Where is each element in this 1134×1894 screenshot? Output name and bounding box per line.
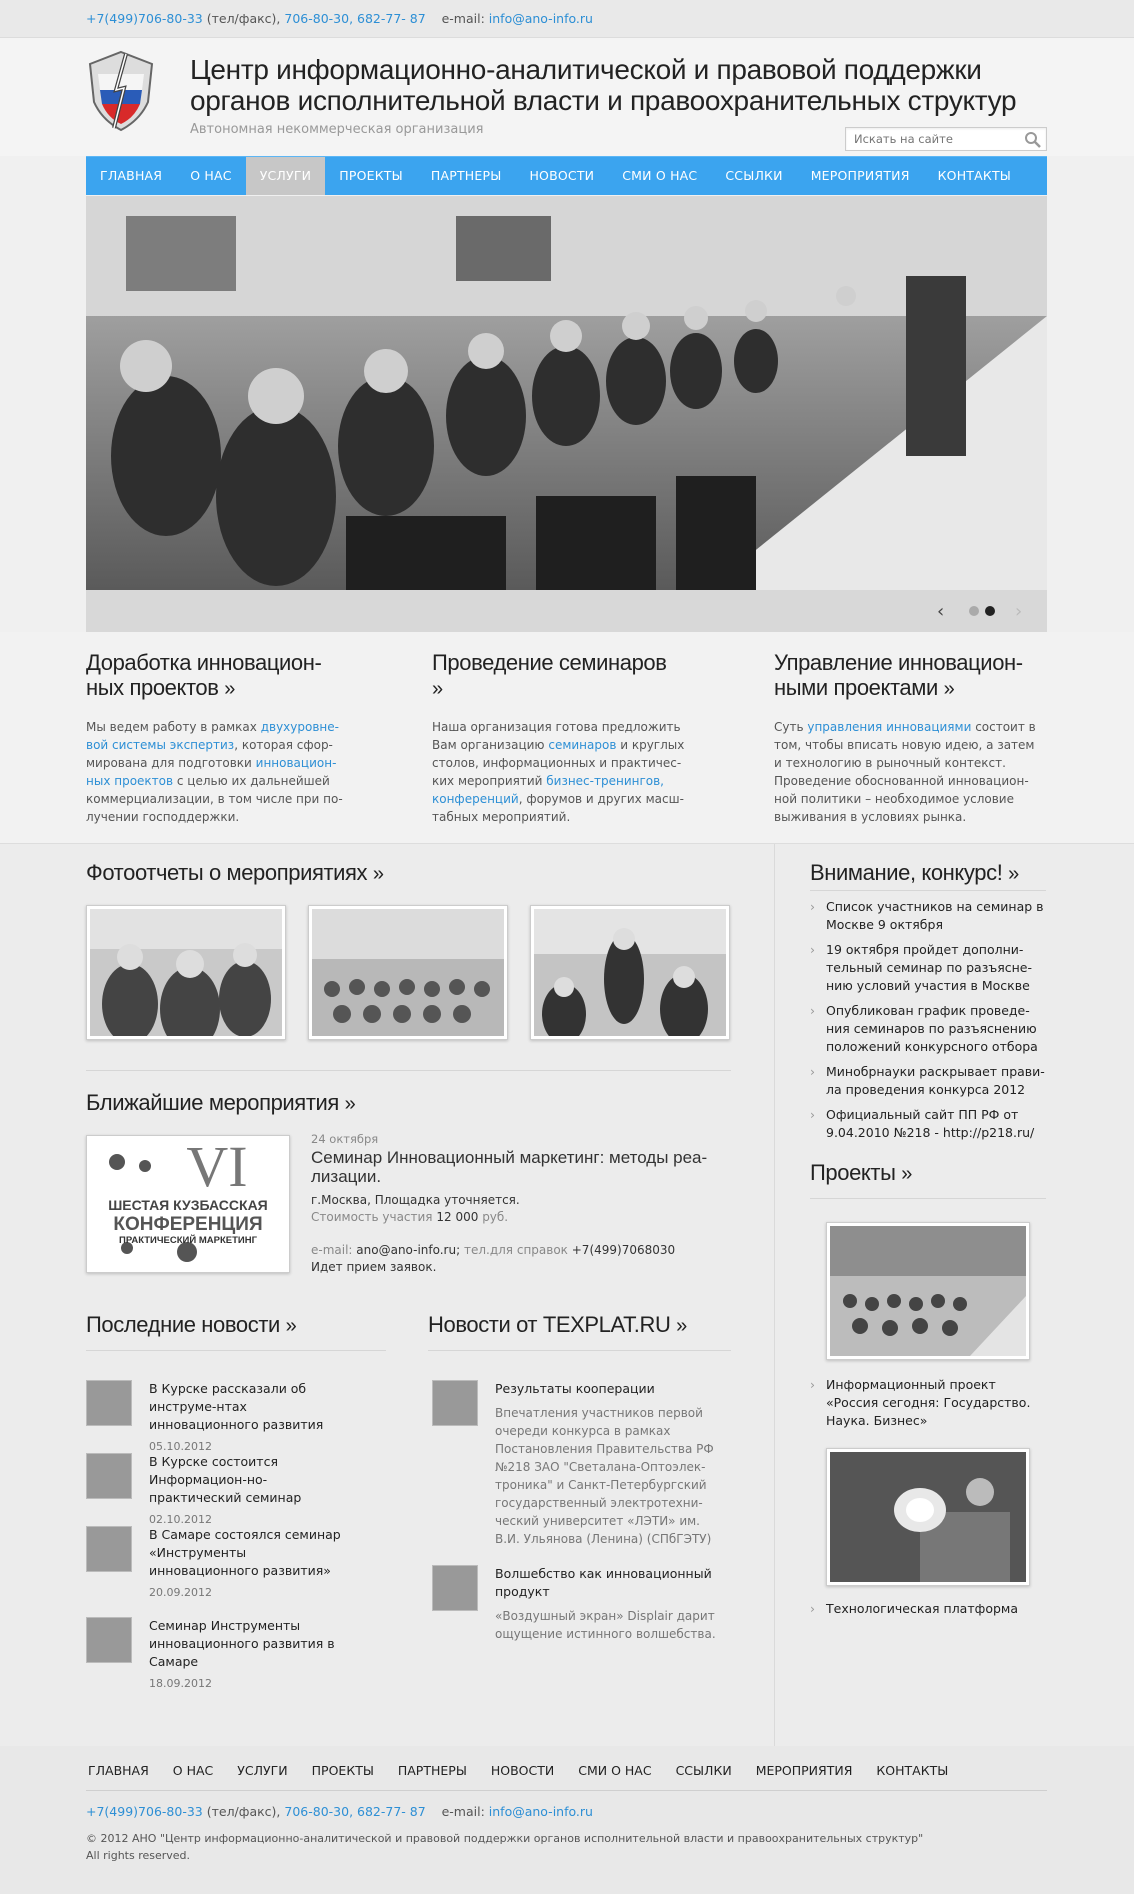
contest-title[interactable] (810, 860, 1019, 886)
section-divider (810, 890, 1046, 891)
photo-report-thumb[interactable] (530, 905, 730, 1040)
rights-text: All rights reserved. (86, 1849, 191, 1862)
innovation-projects-link[interactable]: инновацион-ных проектов (86, 756, 337, 788)
feature-text (86, 718, 356, 826)
footer-nav-projects[interactable]: ПРОЕКТЫ (311, 1763, 374, 1778)
section-divider (428, 1350, 731, 1351)
texplat-news-title[interactable] (428, 1312, 687, 1338)
feature-title[interactable] (774, 650, 1044, 702)
event-note: Идет прием заявок. (311, 1260, 437, 1274)
contest-list (810, 898, 1046, 1149)
hero-slide-image[interactable] (86, 196, 1047, 590)
section-divider (86, 1350, 386, 1351)
raquo-icon: » (432, 678, 443, 700)
raquo-icon: » (901, 1163, 912, 1185)
event-email-label: e-mail: (311, 1243, 353, 1257)
footer-nav-home[interactable]: ГЛАВНАЯ (88, 1763, 149, 1778)
section-title-text: Последние новости (86, 1312, 280, 1337)
footer-phone-link[interactable]: +7(499)706-80-33 (86, 1804, 203, 1819)
phone-note: (тел/факс), (206, 11, 281, 26)
main-nav (86, 156, 1047, 195)
search-box (845, 127, 1047, 151)
section-title-text: Ближайшие мероприятия (86, 1090, 339, 1115)
contest-item[interactable]: › 19 октября пройдет дополни-тельный семинар по разъясне-нию условий участия в Москве (810, 941, 1046, 995)
raquo-icon: » (676, 1315, 687, 1337)
section-title-text: Проекты (810, 1160, 896, 1185)
footer-nav-contacts[interactable]: КОНТАКТЫ (876, 1763, 949, 1778)
feature-text (432, 718, 702, 826)
news-date: 20.09.2012 (149, 1586, 212, 1599)
event-contacts (311, 1242, 731, 1259)
news-date: 05.10.2012 (149, 1440, 212, 1453)
news-description: Впечатления участников первой очереди конкурса в рамках Постановления Правительства РФ №218 ЗАО "Светалана-Оптоэлек-троника" и Санкт-Петербургский государственный электротехни-ческий университет «ЛЭТИ» им. В.И. Ульянова (Ленина) (СПбГЭТУ) (495, 1406, 714, 1546)
latest-news-title[interactable] (86, 1312, 296, 1338)
news-date: 02.10.2012 (149, 1513, 212, 1526)
section-divider (86, 1070, 731, 1071)
copyright-text: © 2012 АНО "Центр информационно-аналитической и правовой поддержки органов исполнительной власти и правоохранительных структур" (86, 1832, 924, 1845)
contest-item[interactable]: › Минобрнауки раскрывает прави-ла проведения конкурса 2012 (810, 1063, 1046, 1099)
section-title-text: Внимание, конкурс! (810, 860, 1003, 885)
photo-reports-title[interactable] (86, 860, 384, 886)
news-title[interactable]: В Курске состоится Информацион-но-практический семинар (149, 1454, 302, 1505)
expertise-link[interactable]: двухуровне-вой системы экспертиз (86, 720, 339, 752)
footer-divider (86, 1790, 1047, 1791)
slider-dot-2[interactable] (985, 606, 995, 616)
poster-line1: ШЕСТАЯ КУЗБАССКАЯ (108, 1197, 268, 1213)
raquo-icon: » (285, 1315, 297, 1337)
nav-item-news[interactable]: НОВОСТИ (529, 168, 595, 183)
phone-secondary-link[interactable]: 706-80-30, 682-77- 87 (284, 11, 426, 26)
nav-item-about[interactable]: О НАС (190, 168, 232, 183)
event-place: г.Москва, Площадка уточняется. (311, 1193, 520, 1207)
text-part: , форумов и других масш-табных мероприятий. (432, 792, 684, 824)
text-part: Суть (774, 720, 808, 734)
text-part: Наша организация готова предложить Вам организацию (432, 720, 681, 752)
feature-seminars (432, 650, 702, 826)
section-title-text: Фотоотчеты о мероприятиях (86, 860, 368, 885)
footer-nav (88, 1763, 972, 1778)
photo-report-thumb[interactable] (308, 905, 508, 1040)
poster-line3: ПРАКТИЧЕСКИЙ МАРКЕТИНГ (119, 1235, 257, 1246)
slider-controls (86, 590, 1047, 632)
site-footer (0, 1746, 1134, 1894)
feature-title-line1: Управление инновацион- (774, 650, 1023, 675)
poster-line2: КОНФЕРЕНЦИЯ (113, 1214, 263, 1235)
news-thumbnail[interactable] (432, 1565, 478, 1611)
news-title[interactable]: Результаты кооперации (495, 1381, 655, 1396)
column-divider (774, 844, 775, 1746)
feature-title-line2: ными проектами (774, 675, 938, 700)
search-input[interactable] (846, 128, 1016, 150)
project-caption[interactable]: › Технологическая платформа (810, 1600, 1046, 1618)
phone-link[interactable]: +7(499)706-80-33 (86, 11, 203, 26)
news-title[interactable]: Семинар Инструменты инновационного развития в Самаре (149, 1618, 335, 1669)
section-divider (810, 1198, 1046, 1199)
features-section (0, 632, 1134, 844)
cost-value: 12 000 (436, 1210, 479, 1224)
poster-big-text: VI (186, 1136, 248, 1199)
top-contact-bar (0, 0, 1134, 38)
seminars-link[interactable]: семинаров (548, 738, 617, 752)
text-part: , которая сфор-мирована для подготовки (86, 738, 333, 770)
photo-report-thumb[interactable] (86, 905, 286, 1040)
feature-innovation-management (774, 650, 1044, 826)
slider-next-icon[interactable]: › (1015, 601, 1023, 622)
section-title-text: Новости от TEXPLAT.RU (428, 1312, 671, 1337)
site-header (0, 38, 1134, 156)
trainings-link[interactable]: бизнес-тренингов, конференций (432, 774, 664, 806)
contest-item[interactable]: › Официальный сайт ПП РФ от 9.04.2010 №218 - http://p218.ru/ (810, 1106, 1046, 1142)
footer-contacts (86, 1804, 593, 1819)
news-title[interactable]: В Самаре состоялся семинар «Инструменты инновационного развития» (149, 1527, 341, 1578)
footer-nav-news[interactable]: НОВОСТИ (490, 1763, 555, 1778)
raquo-icon: » (372, 863, 384, 885)
nav-item-services[interactable]: УСЛУГИ (246, 157, 326, 195)
email-label: e-mail: (441, 11, 485, 26)
slider-dot-1[interactable] (969, 606, 979, 616)
feature-text (774, 718, 1044, 826)
nav-item-contacts[interactable]: КОНТАКТЫ (937, 168, 1012, 183)
event-phone: +7(499)7068030 (571, 1243, 676, 1257)
news-title[interactable]: Волшебство как инновационный продукт (495, 1566, 712, 1599)
news-thumbnail[interactable] (86, 1380, 132, 1426)
footer-nav-links[interactable]: ССЫЛКИ (675, 1763, 732, 1778)
news-description: «Воздушный экран» Displair дарит ощущение истинного волшебства. (495, 1609, 716, 1641)
feature-title[interactable] (432, 650, 702, 702)
raquo-icon: » (224, 678, 235, 700)
contest-item[interactable]: › Список участников на семинар в Москве 9 октября (810, 898, 1046, 934)
feature-innovation-projects (86, 650, 356, 826)
text-part: с целью их дальнейшей коммерциализации, в том числе при по-лучении господдержки. (86, 774, 343, 824)
site-title-line1: Центр информационно-аналитической и правовой поддержки (190, 54, 982, 85)
footer-email-link[interactable]: info@ano-info.ru (488, 1804, 593, 1819)
news-title[interactable]: В Курске рассказали об инструме-нтах инновационного развития (149, 1381, 324, 1432)
nav-item-events[interactable]: МЕРОПРИЯТИЯ (810, 168, 910, 183)
feature-title-line1: Доработка инновацион- (86, 650, 322, 675)
event-phone-label: тел.для справок (463, 1243, 568, 1257)
project-caption[interactable]: › Информационный проект «Россия сегодня: Государство. Наука. Бизнес» (810, 1376, 1046, 1430)
footer-nav-events[interactable]: МЕРОПРИЯТИЯ (755, 1763, 853, 1778)
text-part: Мы ведем работу в рамках (86, 720, 261, 734)
event-details (311, 1132, 731, 1276)
project-image[interactable] (826, 1448, 1030, 1586)
nav-item-projects[interactable]: ПРОЕКТЫ (339, 168, 403, 183)
event-poster[interactable] (86, 1135, 290, 1273)
news-thumbnail[interactable] (86, 1617, 132, 1663)
innovation-management-link[interactable]: управления инновациями (807, 720, 972, 734)
nav-item-partners[interactable]: ПАРТНЕРЫ (430, 168, 502, 183)
feature-title-line2: ных проектов (86, 675, 219, 700)
footer-phone-secondary-link[interactable]: 706-80-30, 682-77- 87 (284, 1804, 426, 1819)
shield-logo-icon[interactable] (86, 50, 156, 132)
event-date: 24 октября (311, 1132, 379, 1146)
nav-item-home[interactable]: ГЛАВНАЯ (100, 168, 163, 183)
footer-copyright (86, 1830, 923, 1864)
news-thumbnail[interactable] (432, 1380, 478, 1426)
nav-item-links[interactable]: ССЫЛКИ (725, 168, 783, 183)
news-thumbnail[interactable] (86, 1526, 132, 1572)
text-part: состоит в том, чтобы вписать новую идею, а затем и технологию в рыночный контекст. Проведение обоснованной инновацион-ной политики – необходимое условие выживания в условиях рынка. (774, 720, 1036, 824)
feature-title[interactable] (86, 650, 356, 702)
raquo-icon: » (344, 1093, 356, 1115)
raquo-icon: » (1008, 863, 1019, 885)
footer-nav-about[interactable]: О НАС (172, 1763, 214, 1778)
event-cost (311, 1209, 731, 1226)
event-email[interactable]: ano@ano-info.ru; (356, 1243, 461, 1257)
feature-title-line1: Проведение семинаров (432, 650, 667, 675)
text-part: и круглых столов, информационных и практичес-ких мероприятий (432, 738, 685, 788)
site-title-line2: органов исполнительной власти и правоохранительных структур (190, 85, 1017, 116)
footer-nav-partners[interactable]: ПАРТНЕРЫ (397, 1763, 467, 1778)
footer-phone-note: (тел/факс), (206, 1804, 281, 1819)
event-title[interactable]: Семинар Инновационный маркетинг: методы реа-лизации. (311, 1148, 708, 1186)
raquo-icon: » (943, 678, 955, 700)
email-link[interactable]: info@ano-info.ru (488, 11, 593, 26)
project-image[interactable] (826, 1222, 1030, 1360)
footer-nav-services[interactable]: УСЛУГИ (237, 1763, 288, 1778)
nav-item-media[interactable]: СМИ О НАС (622, 168, 698, 183)
footer-email-label: e-mail: (441, 1804, 485, 1819)
search-icon[interactable] (1024, 131, 1042, 148)
cost-unit: руб. (482, 1210, 509, 1224)
contest-item[interactable]: › Опубликован график проведе-ния семинаров по разъяснению положений конкурсного отбора (810, 1002, 1046, 1056)
projects-title[interactable] (810, 1160, 912, 1186)
cost-label: Стоимость участия (311, 1210, 433, 1224)
news-thumbnail[interactable] (86, 1453, 132, 1499)
news-date: 18.09.2012 (149, 1677, 212, 1690)
upcoming-events-title[interactable] (86, 1090, 355, 1116)
site-subtitle: Автономная некоммерческая организация (190, 122, 484, 137)
site-title[interactable] (190, 54, 1090, 116)
slider-prev-icon[interactable]: ‹ (937, 601, 945, 622)
footer-nav-media[interactable]: СМИ О НАС (578, 1763, 652, 1778)
